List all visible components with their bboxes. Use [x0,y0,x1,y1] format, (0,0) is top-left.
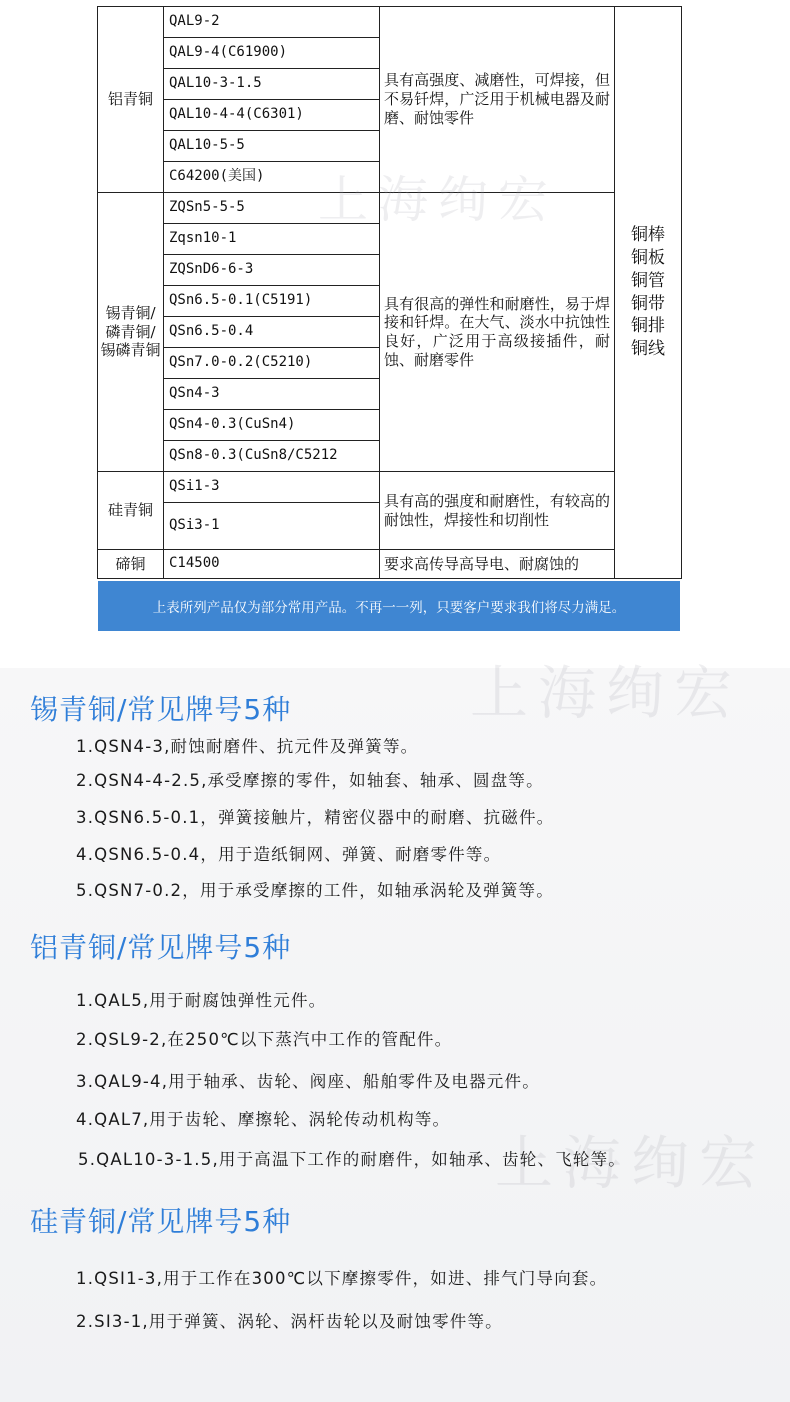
grade-cell: QAL10-4-4(C6301) [164,100,380,131]
product-form: 铜棒 [631,224,665,245]
list-item: 2.QSN4-4-2.5,承受摩擦的零件，如轴套、轴承、圆盘等。 [76,771,544,790]
section-heading-aluminum-bronze: 铝青铜/常见牌号5种 [30,931,292,964]
list-item: 4.QAL7,用于齿轮、摩擦轮、涡轮传动机构等。 [76,1110,451,1129]
list-item: 1.QSN4-3,耐蚀耐磨件、抗元件及弹簧等。 [76,737,419,756]
description-tellurium-copper: 要求高传导高导电、耐腐蚀的 [380,550,615,579]
category-tellurium-copper: 碲铜 [98,550,164,579]
grade-cell: QSn4-3 [164,379,380,410]
description-tin-bronze: 具有很高的弹性和耐磨性，易于焊接和钎焊。在大气、淡水中抗蚀性良好，广泛用于高级接插件，耐蚀、耐磨零件 [380,193,615,472]
watermark: 上海绚宏 [495,1129,768,1197]
section-heading-silicon-bronze: 硅青铜/常见牌号5种 [30,1205,292,1238]
grade-cell: QSn4-0.3(CuSn4) [164,410,380,441]
grade-cell: QSi3-1 [164,503,380,550]
product-form: 铜板 [631,247,665,268]
alloy-spec-table [97,6,681,579]
grade-cell: QAL10-5-5 [164,131,380,162]
grade-cell: QSn6.5-0.1(C5191) [164,286,380,317]
list-item: 1.QSI1-3,用于工作在300℃以下摩擦零件，如进、排气门导向套。 [76,1269,608,1288]
product-form: 铜带 [631,293,665,314]
list-item: 4.QSN6.5-0.4，用于造纸铜网、弹簧、耐磨零件等。 [76,845,502,864]
description-silicon-bronze: 具有高的强度和耐磨性，有较高的耐蚀性，焊接性和切削性 [380,472,615,550]
grade-cell: QSn7.0-0.2(C5210) [164,348,380,379]
list-item: 5.QAL10-3-1.5,用于高温下工作的耐磨件，如轴承、齿轮、飞轮等。 [78,1150,626,1169]
list-item: 2.QSL9-2,在250℃以下蒸汽中工作的管配件。 [76,1030,453,1049]
grade-sections-panel [0,659,790,1402]
table-footnote-banner: 上表所列产品仅为部分常用产品。不再一一列，只要客户要求我们将尽力满足。 [98,581,680,631]
section-heading-tin-bronze: 锡青铜/常见牌号5种 [30,693,292,726]
grade-cell: QSn6.5-0.4 [164,317,380,348]
watermark: 上海绚宏 [318,171,558,229]
grade-cell: QAL9-4(C61900) [164,38,380,69]
grade-cell: QSi1-3 [164,472,380,503]
grade-cell: C64200(美国) [164,162,380,193]
product-form: 铜管 [631,270,665,291]
grade-cell: QAL10-3-1.5 [164,69,380,100]
list-item: 2.SI3-1,用于弹簧、涡轮、涡杆齿轮以及耐蚀零件等。 [76,1312,503,1331]
grade-cell: Zqsn10-1 [164,224,380,255]
category-silicon-bronze: 硅青铜 [98,472,164,550]
grade-cell: ZQSnD6-6-3 [164,255,380,286]
grade-cell: ZQSn5-5-5 [164,193,380,224]
list-item: 3.QAL9-4,用于轴承、齿轮、阀座、船舶零件及电器元件。 [76,1072,540,1091]
list-item: 5.QSN7-0.2，用于承受摩擦的工件，如轴承涡轮及弹簧等。 [76,881,554,900]
product-form: 铜线 [631,339,665,360]
category-aluminum-bronze: 铝青铜 [98,7,164,193]
grade-cell: QSn8-0.3(CuSn8/C5212 [164,441,380,472]
description-aluminum-bronze: 具有高强度、减磨性，可焊接，但不易钎焊，广泛用于机械电器及耐磨、耐蚀零件 [380,7,615,193]
product-forms-cell [615,7,682,579]
grade-cell: C14500 [164,550,380,579]
category-tin-bronze: 锡青铜/磷青铜/锡磷青铜 [98,193,164,472]
grade-cell: QAL9-2 [164,7,380,38]
list-item: 1.QAL5,用于耐腐蚀弹性元件。 [76,991,327,1010]
product-form: 铜排 [631,316,665,337]
list-item: 3.QSN6.5-0.1，弹簧接触片，精密仪器中的耐磨、抗磁件。 [76,808,555,827]
watermark: 上海绚宏 [470,659,743,727]
